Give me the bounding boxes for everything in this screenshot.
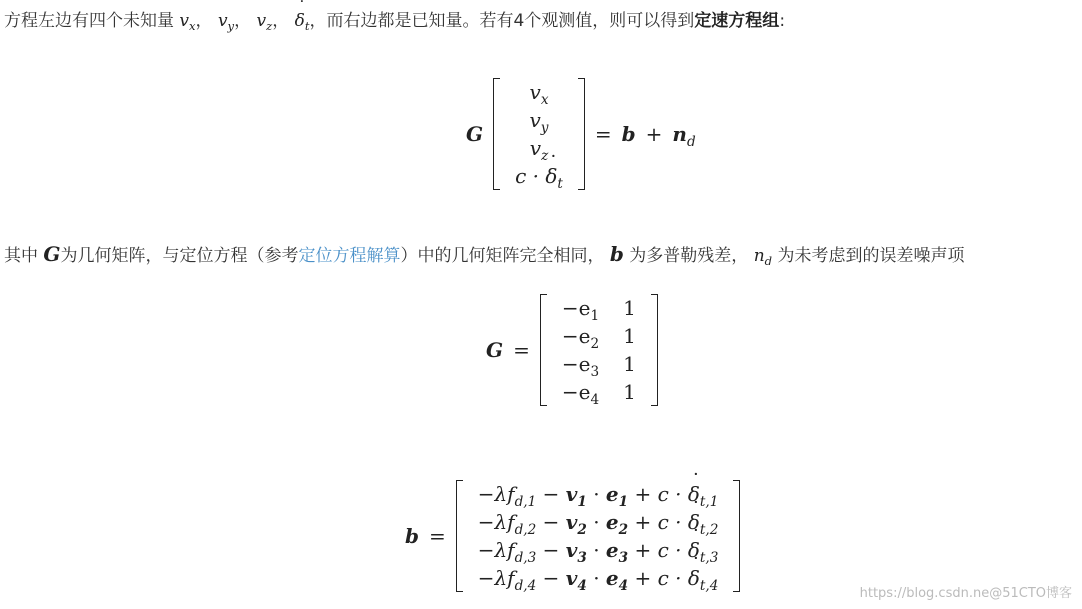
matrix-cell: 1 bbox=[623, 380, 636, 404]
bold-term: 定速方程组 bbox=[694, 11, 780, 31]
left-bracket bbox=[493, 78, 500, 190]
matrix-G-symbol: G bbox=[466, 122, 484, 146]
unknown-clock-drift: ˙ $\delta_t$ bbox=[295, 11, 310, 31]
vector-cell: $v_z$ bbox=[529, 136, 549, 164]
positioning-equation-link[interactable]: 定位方程解算 bbox=[298, 246, 401, 266]
vector-row: $-\lambda f_{d,1} - v_1 \cdot e_1 + c$ · ˙ $\delta_{t,1}$ bbox=[478, 480, 719, 508]
unknown-vy: $v_y$ bbox=[217, 11, 235, 34]
matrix-cell: $-e_3$ bbox=[561, 352, 600, 380]
right-bracket bbox=[651, 294, 658, 406]
right-bracket bbox=[733, 480, 740, 592]
noise-symbol: $n_d$ bbox=[672, 122, 696, 150]
unknown-vz: $v_z$ bbox=[256, 11, 273, 34]
vector-cell: $v_y$ bbox=[529, 108, 549, 136]
matrix-cell: $-e_1$ bbox=[561, 296, 600, 324]
equation-velocity: G $v_x$ $v_y$ $v_z$ c · ˙ $\delta_t$ = b + $n_d$ bbox=[466, 78, 696, 190]
equation-residual-vector: b = $-\lambda f_{d,1} - v_1 \cdot e_1 + c$ · ˙ $\delta_{t,1}$ $-\lambda f_{d,2} - v_2 \cdot e_2 + c$ · ˙ $\delta_{t,2}$ $-\lambda f_{d,3} - v_3 \cdot e_3 + c$ · ˙ $\delta_{t,3}$ $-\lambda f_{d,4} - v_4 \cdot e_4 + c$ · ˙ $\delta_{t,4}$ bbox=[405, 480, 740, 592]
unknown-vx: $v_x$ bbox=[179, 11, 196, 34]
vector-cell: c · ˙ $\delta_t$ bbox=[515, 162, 563, 190]
left-bracket bbox=[540, 294, 547, 406]
matrix-cell: $-e_2$ bbox=[561, 324, 600, 352]
vector-row: $-\lambda f_{d,4} - v_4 \cdot e_4 + c$ · ˙ $\delta_{t,4}$ bbox=[478, 564, 719, 592]
vector-row: $-\lambda f_{d,2} - v_2 \cdot e_2 + c$ · ˙ $\delta_{t,2}$ bbox=[478, 508, 719, 536]
equation-geometry-matrix: G = $-e_1$ 1 $-e_2$ 1 $-e_3$ 1 $-e_4$ 1 bbox=[486, 294, 658, 406]
right-bracket bbox=[578, 78, 585, 190]
matrix-cell: $-e_4$ bbox=[561, 380, 600, 408]
unknown-vector bbox=[493, 78, 585, 190]
vector-b-symbol: b bbox=[621, 122, 636, 146]
left-bracket bbox=[456, 480, 463, 592]
matrix-cell: 1 bbox=[623, 352, 636, 376]
matrix-cell: 1 bbox=[623, 324, 636, 348]
description-paragraph: 其中 G为几何矩阵，与定位方程（参考定位方程解算）中的几何矩阵完全相同， b 为多普勒残差， $n_d$ 为未考虑到的误差噪声项 bbox=[4, 242, 965, 269]
intro-paragraph: 方程左边有四个未知量 $v_x$， $v_y$， $v_z$， ˙ $\delta_t$，而右边都是已知量。若有4个观测值，则可以得到定速方程组: bbox=[4, 6, 785, 31]
watermark: https://blog.csdn.ne@51CTO博客 bbox=[859, 586, 1072, 601]
geometry-matrix bbox=[540, 294, 658, 406]
vector-cell: $v_x$ bbox=[529, 80, 549, 108]
matrix-cell: 1 bbox=[623, 296, 636, 320]
residual-vector bbox=[456, 480, 741, 592]
vector-row: $-\lambda f_{d,3} - v_3 \cdot e_3 + c$ · ˙ $\delta_{t,3}$ bbox=[478, 536, 719, 564]
